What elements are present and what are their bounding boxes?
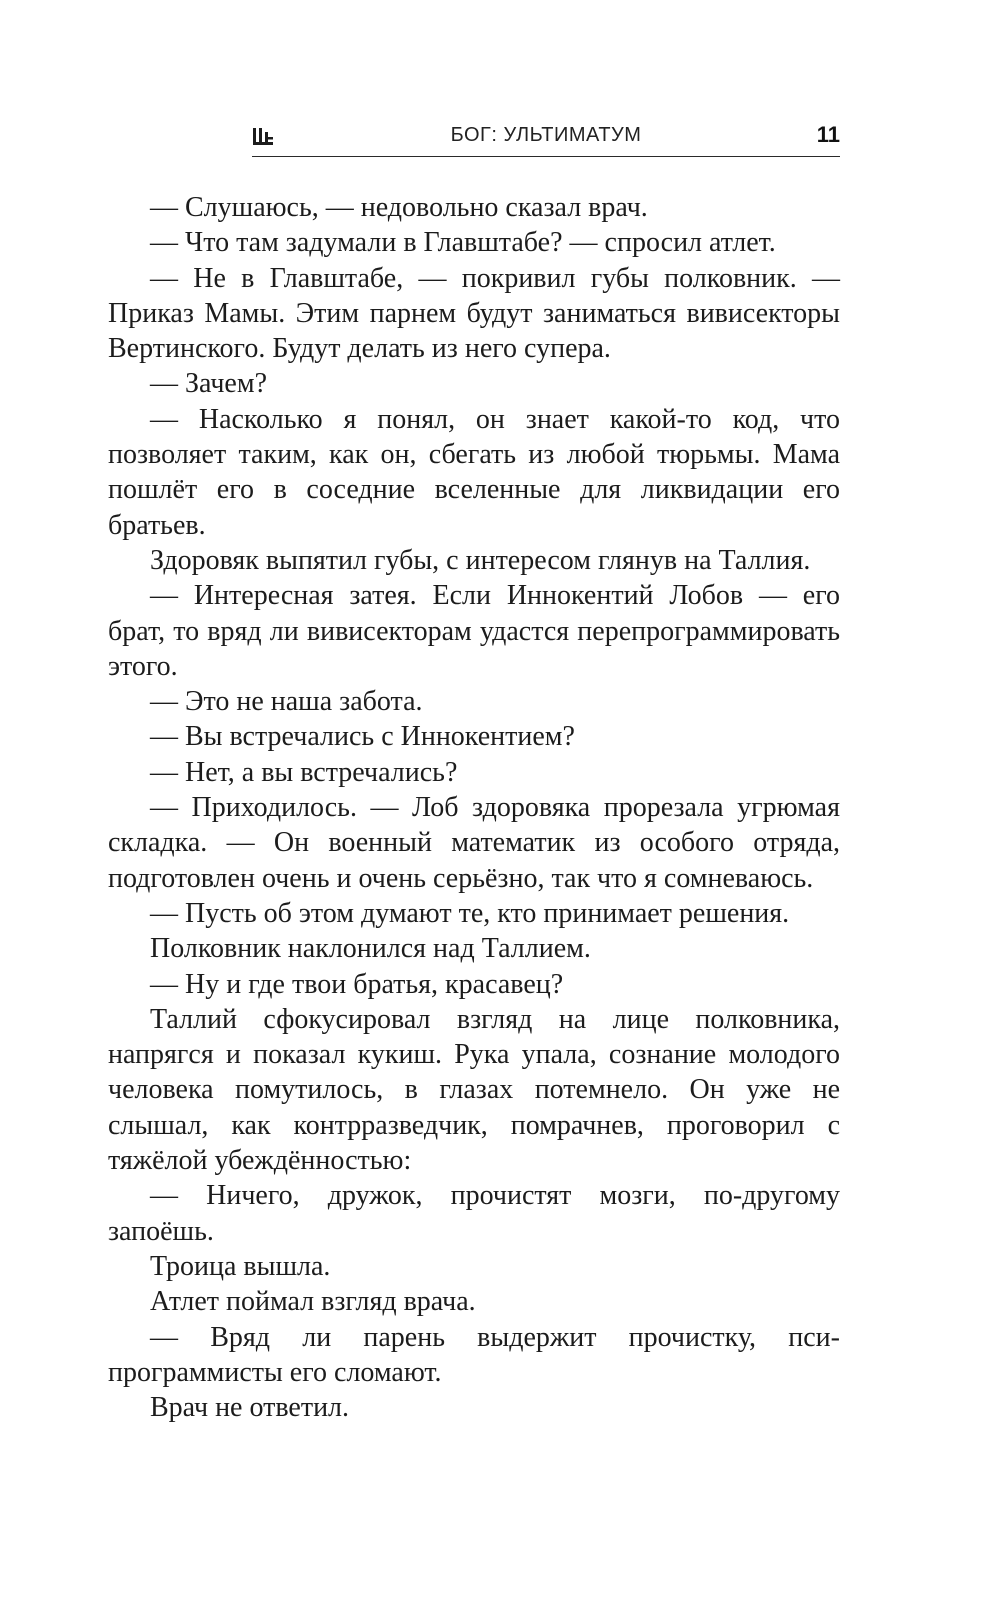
paragraph: Здоровяк выпятил губы, с интересом глянув на Таллия. (150, 544, 811, 576)
paragraph: — Насколько я понял, он знает какой-то код, что позволяет таким, как он, сбегать из любой тюрьмы. Мама пошлёт его в соседние вселенные для ликвидации его братьев. (108, 403, 840, 541)
paragraph: — Ничего, дружок, прочистят мозги, по-другому запоёшь. (108, 1180, 840, 1247)
paragraph: — Вряд ли парень выдержит прочистку, пси-программисты его сломают. (108, 1321, 840, 1388)
running-title: БОГ: УЛЬТИМАТУМ (450, 124, 642, 146)
paragraph: — Не в Главштабе, — покривил губы полковник. — Приказ Мамы. Этим парнем будут заниматься вивисекторы Вертинского. Будут делать из него супера. (108, 262, 840, 365)
paragraph: — Вы встречались с Иннокентием? (150, 721, 575, 753)
paragraph: — Зачем? (150, 368, 267, 400)
paragraph: — Пусть об этом думают те, кто принимает решения. (150, 897, 790, 929)
running-header (252, 120, 840, 157)
paragraph: — Приходилось. — Лоб здоровяка прорезала угрюмая складка. — Он военный математик из особого отряда, подготовлен очень и очень серьёзно, так что я сомневаюсь. (108, 792, 840, 894)
paragraph: Таллий сфокусировал взгляд на лице полковника, напрягся и показал кукиш. Рука упала, сознание молодого человека помутилось, в глазах потемнело. Он уже не слышал, как контрразведчик, помрачнев, проговорил с тяжёлой убеждённостью: (108, 1003, 840, 1177)
page-number: 11 (816, 122, 840, 147)
paragraph: Троица вышла. (150, 1250, 331, 1282)
paragraph: — Что там задумали в Главштабе? — спросил атлет. (150, 227, 776, 259)
paragraph: Врач не ответил. (150, 1392, 350, 1424)
paragraph: — Слушаюсь, — недовольно сказал врач. (150, 192, 648, 223)
body-text (108, 190, 840, 1425)
paragraph: — Интересная затея. Если Иннокентий Лобов — его брат, то вряд ли вивисекторам удастся перепрограммировать этого. (108, 580, 840, 682)
paragraph: Атлет поймал взгляд врача. (150, 1286, 476, 1318)
paragraph: — Ну и где твои братья, красавец? (150, 968, 564, 1000)
paragraph: — Это не наша забота. (150, 686, 423, 718)
paragraph: — Нет, а вы встречались? (150, 756, 458, 788)
paragraph: Полковник наклонился над Таллием. (150, 933, 591, 965)
